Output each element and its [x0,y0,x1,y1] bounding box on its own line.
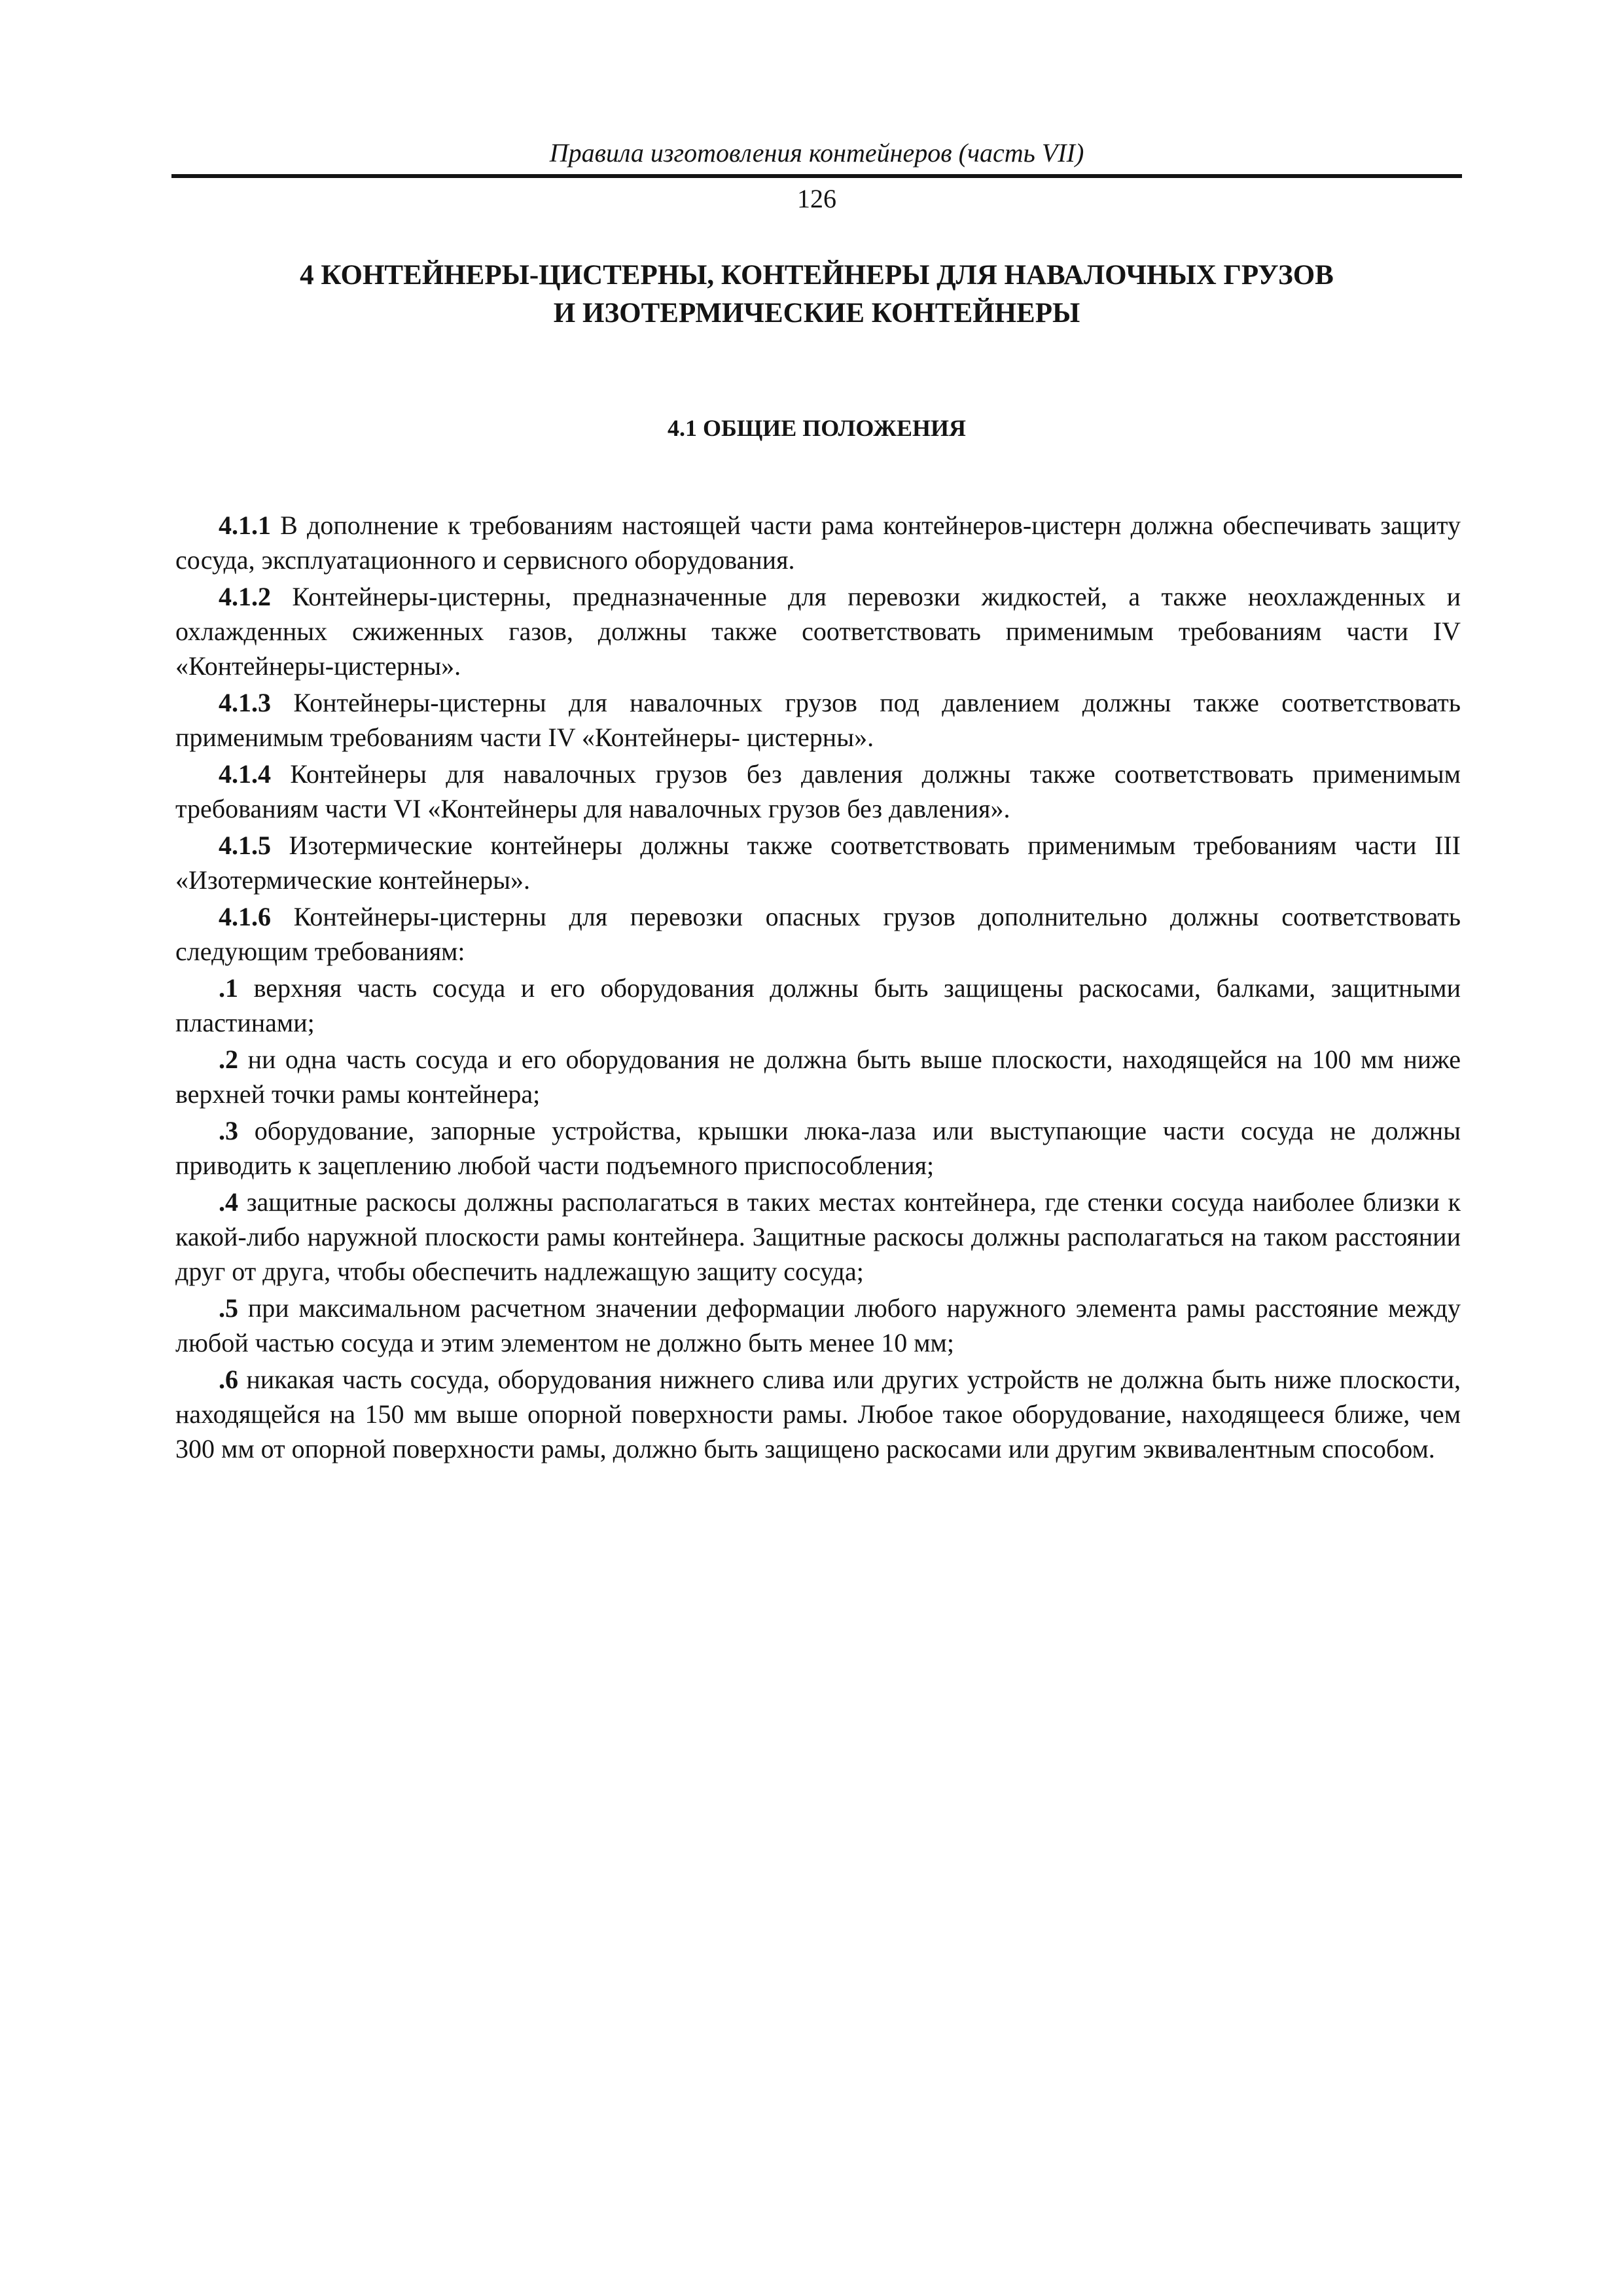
list-item-6 [175,1362,1461,1466]
list-item-number: .4 [219,1187,238,1217]
list-item-number: .2 [219,1045,238,1074]
paragraph-number: 4.1.4 [219,759,271,789]
chapter-title-line-1: 4 КОНТЕЙНЕРЫ-ЦИСТЕРНЫ, КОНТЕЙНЕРЫ ДЛЯ НАВАЛОЧНЫХ ГРУЗОВ [300,260,1334,291]
paragraph-text: Контейнеры-цистерны, предназначенные для перевозки жидкостей, а также неохлажденных и охлажденных сжиженных газов, должны также соответствовать применимым требованиям части IV «Контейнеры-цистерны». [175,582,1461,681]
paragraph-number: 4.1.6 [219,902,271,931]
paragraph-text: Контейнеры-цистерны для перевозки опасных грузов дополнительно должны соответствовать следующим требованиям: [175,902,1461,966]
body-text [175,508,1461,1468]
chapter-title [171,257,1462,332]
paragraph-number: 4.1.3 [219,688,271,717]
paragraph-4-1-4 [175,757,1461,826]
paragraph-text: В дополнение к требованиям настоящей части рама контейнеров-цистерн должна обеспечивать защиту сосуда, эксплуатационного и сервисного оборудования. [175,511,1461,575]
paragraph-4-1-3 [175,685,1461,755]
list-item-text: ни одна часть сосуда и его оборудования не должна быть выше плоскости, находящейся на 100 мм ниже верхней точки рамы контейнера; [175,1045,1461,1109]
list-item-2 [175,1042,1461,1111]
section-title: 4.1 ОБЩИЕ ПОЛОЖЕНИЯ [667,415,967,441]
paragraph-text: Контейнеры-цистерны для навалочных грузов под давлением должны также соответствовать применимым требованиям части IV «Контейнеры- цистерны». [175,688,1461,752]
list-item-text: никакая часть сосуда, оборудования нижнего слива или других устройств не должна быть ниже плоскости, находящейся на 150 мм выше опорной поверхности рамы. Любое такое оборудование, находящееся ближе, чем 300 мм от опорной поверхности рамы, должно быть защищено раскосами или другим эквивалентным способом. [175,1365,1461,1463]
paragraph-text: Контейнеры для навалочных грузов без давления должны также соответствовать применимым требованиям части VI «Контейнеры для навалочных грузов без давления». [175,759,1461,823]
paragraph-4-1-6 [175,899,1461,969]
chapter-title-line-2: И ИЗОТЕРМИЧЕСКИЕ КОНТЕЙНЕРЫ [553,298,1080,329]
paragraph-number: 4.1.1 [219,511,271,540]
header-rule [171,174,1462,178]
paragraph-number: 4.1.2 [219,582,271,611]
paragraph-4-1-1 [175,508,1461,577]
list-item-number: .6 [219,1365,238,1394]
list-item-5 [175,1291,1461,1360]
list-item-number: .1 [219,973,238,1003]
page-number: 126 [797,184,836,213]
paragraph-4-1-5 [175,828,1461,897]
running-head: Правила изготовления контейнеров (часть VII) [549,138,1084,168]
list-item-text: защитные раскосы должны располагаться в таких местах контейнера, где стенки сосуда наиболее близки к какой-либо наружной плоскости рамы контейнера. Защитные раскосы должны располагаться на таком расстоянии друг от друга, чтобы обеспечить надлежащую защиту сосуда; [175,1187,1461,1286]
list-item-4 [175,1185,1461,1289]
list-item-1 [175,971,1461,1040]
list-item-number: .5 [219,1293,238,1323]
list-item-3 [175,1113,1461,1183]
list-item-text: при максимальном расчетном значении деформации любого наружного элемента рамы расстояние между любой частью сосуда и этим элементом не должно быть менее 10 мм; [175,1293,1461,1357]
list-item-text: оборудование, запорные устройства, крышки люка-лаза или выступающие части сосуда не должны приводить к зацеплению любой части подъемного приспособления; [175,1116,1461,1180]
paragraph-4-1-2 [175,579,1461,683]
list-item-number: .3 [219,1116,238,1145]
paragraph-number: 4.1.5 [219,831,271,860]
paragraph-text: Изотермические контейнеры должны также соответствовать применимым требованиям части III «Изотермические контейнеры». [175,831,1461,895]
list-item-text: верхняя часть сосуда и его оборудования должны быть защищены раскосами, балками, защитными пластинами; [175,973,1461,1037]
